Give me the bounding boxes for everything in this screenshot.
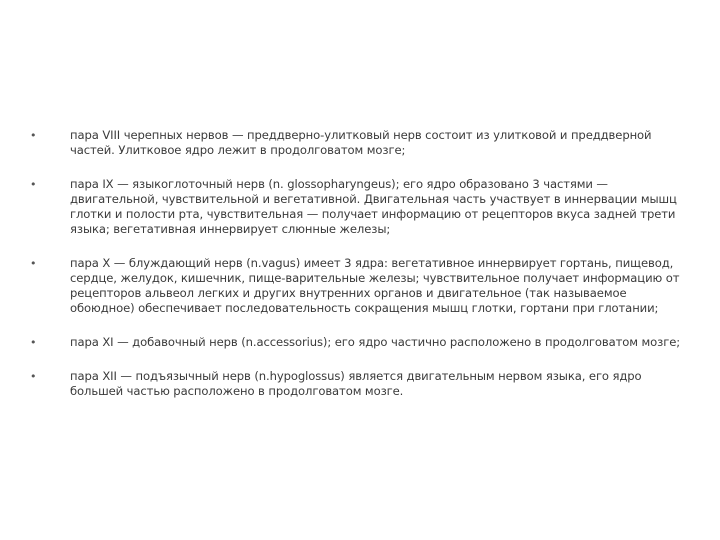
bullet-icon: • xyxy=(30,336,37,349)
bullet-icon: • xyxy=(30,129,37,142)
bullet-text: пара X — блуждающий нерв (n.vagus) имеет 3 ядра: вегетативное иннервирует гортань, пищевод, сердце, желудок, кишечник, пище-варительные железы; чувствительное получает информацию от рецепторов альвеол легких и других внутренних органов и двигательное (так называемое обоюдное) обеспечивает последовательность сокращения мышц глотки, гортани при глотании; xyxy=(70,256,680,315)
bullet-text: пара VIII черепных нервов — преддверно-улитковый нерв состоит из улитковой и преддверной частей. Улитковое ядро лежит в продолговатом мозге; xyxy=(70,128,652,157)
list-item-cranial-nerve-xii xyxy=(30,369,690,399)
bullet-icon: • xyxy=(30,370,37,383)
bullet-icon: • xyxy=(30,257,37,270)
list-item-cranial-nerve-viii xyxy=(30,128,690,158)
bullet-text: пара XI — добавочный нерв (n.accessorius); его ядро частично расположено в продолговатом мозге; xyxy=(70,335,681,349)
bullet-icon: • xyxy=(30,178,37,191)
bullet-text: пара XII — подъязычный нерв (n.hypoglossus) является двигательным нервом языка, его ядро большей частью расположено в продолговатом мозге. xyxy=(70,369,642,398)
bullet-list xyxy=(30,128,690,418)
list-item-cranial-nerve-x xyxy=(30,256,690,316)
list-item-cranial-nerve-ix xyxy=(30,177,690,237)
bullet-text: пара IX — языкоглоточный нерв (n. glossopharyngeus); его ядро образовано 3 частями — двигательной, чувствительной и вегетативной. Двигательная часть участвует в иннервации мышц глотки и полости рта, чувствительная — получает информацию от рецепторов вкуса задней трети языка; вегетативная иннервирует слюнные железы; xyxy=(70,177,677,236)
list-item-cranial-nerve-xi xyxy=(30,335,690,350)
